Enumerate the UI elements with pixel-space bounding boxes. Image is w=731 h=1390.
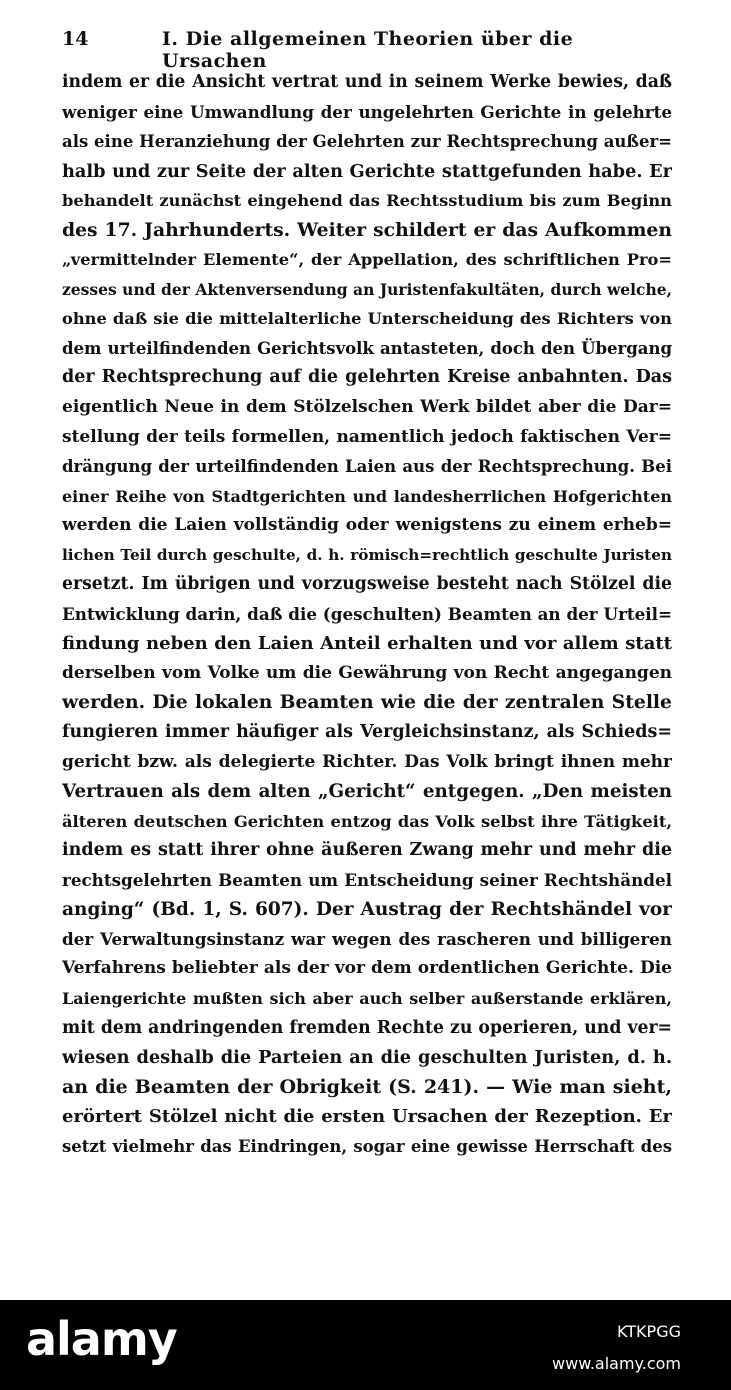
text-line: dem urteilfindenden Gerichtsvolk antasteten, doch den Übergang [62, 338, 672, 358]
text-line: wiesen deshalb die Parteien an die geschulten Juristen, d. h. [62, 1047, 672, 1069]
text-line: Laiengerichte mußten sich aber auch selber außerstande erklären, [62, 988, 672, 1008]
text-line: ersetzt. Im übrigen und vorzugsweise besteht nach Stölzel die [62, 574, 672, 595]
text-line: ohne daß sie die mittelalterliche Unterscheidung des Richters von [62, 309, 672, 329]
text-line: Vertrauen als dem alten „Gericht“ entgegen. „Den meisten [62, 781, 672, 803]
text-line: behandelt zunächst eingehend das Rechtsstudium bis zum Beginn [62, 191, 672, 211]
text-line: indem es statt ihrer ohne äußeren Zwang mehr und mehr die [62, 840, 672, 861]
text-line: lichen Teil durch geschulte, d. h. römisch=rechtlich geschulte Juristen [62, 545, 672, 564]
footer-url: www.alamy.com [552, 1354, 681, 1373]
text-line: als eine Heranziehung der Gelehrten zur Rechtsprechung außer= [62, 132, 672, 152]
text-line: werden die Laien vollständig oder wenigstens zu einem erheb= [62, 515, 672, 536]
text-line: „vermittelnder Elemente“, der Appellation, des schriftlichen Pro= [62, 250, 672, 270]
text-line: drängung der urteilfindenden Laien aus der Rechtsprechung. Bei [62, 457, 672, 477]
alamy-logo: alamy [26, 1312, 177, 1366]
text-line: fungieren immer häufiger als Vergleichsinstanz, als Schieds= [62, 722, 672, 743]
text-line: werden. Die lokalen Beamten wie die der zentralen Stelle [62, 691, 672, 714]
text-line: der Rechtsprechung auf die gelehrten Kreise anbahnten. Das [62, 367, 672, 388]
text-line: mit dem andringenden fremden Rechte zu operieren, und ver= [62, 1017, 672, 1038]
text-line: setzt vielmehr das Eindringen, sogar eine gewisse Herrschaft des [62, 1136, 672, 1156]
text-line: Verfahrens beliebter als der vor dem ordentlichen Gerichte. Die [62, 958, 672, 979]
text-line: derselben vom Volke um die Gewährung von Recht angegangen [62, 662, 672, 683]
text-line: gericht bzw. als delegierte Richter. Das Volk bringt ihnen mehr [62, 751, 672, 772]
text-line: findung neben den Laien Anteil erhalten und vor allem statt [62, 633, 672, 655]
text-line: Entwicklung darin, daß die (geschulten) Beamten an der Urteil= [62, 603, 672, 624]
text-line: eigentlich Neue in dem Stölzelschen Werk bildet aber die Dar= [62, 397, 672, 418]
running-head-title: I. Die allgemeinen Theorien über die Ursachen [162, 28, 574, 72]
text-line: der Verwaltungsinstanz war wegen des rascheren und billigeren [62, 928, 672, 949]
text-line: weniger eine Umwandlung der ungelehrten Gerichte in gelehrte [62, 101, 672, 122]
text-line: zesses und der Aktenversendung an Juristenfakultäten, durch welche, [62, 279, 672, 299]
text-line: einer Reihe von Stadtgerichten und landesherrlichen Hofgerichten [62, 486, 672, 506]
text-line: des 17. Jahrhunderts. Weiter schildert er das Aufkommen [62, 218, 672, 241]
image-id: KTKPGG [617, 1322, 681, 1341]
text-line: rechtsgelehrten Beamten um Entscheidung seiner Rechtshändel [62, 869, 672, 890]
text-line: älteren deutschen Gerichten entzog das Volk selbst ihre Tätigkeit, [62, 811, 672, 831]
text-line: erörtert Stölzel nicht die ersten Ursachen der Rezeption. Er [62, 1106, 672, 1128]
page-number: 14 [62, 28, 89, 50]
text-line: indem er die Ansicht vertrat und in seinem Werke bewies, daß [62, 72, 672, 92]
text-line: anging“ (Bd. 1, S. 607). Der Austrag der Rechtshändel vor [62, 899, 672, 921]
body-text [62, 68, 672, 1161]
text-line: halb und zur Seite der alten Gerichte stattgefunden habe. Er [62, 160, 672, 182]
watermark-footer [0, 1300, 731, 1390]
text-line: stellung der teils formellen, namentlich jedoch faktischen Ver= [62, 426, 672, 447]
text-line: an die Beamten der Obrigkeit (S. 241). — Wie man sieht, [62, 1075, 672, 1098]
running-head [62, 26, 672, 72]
